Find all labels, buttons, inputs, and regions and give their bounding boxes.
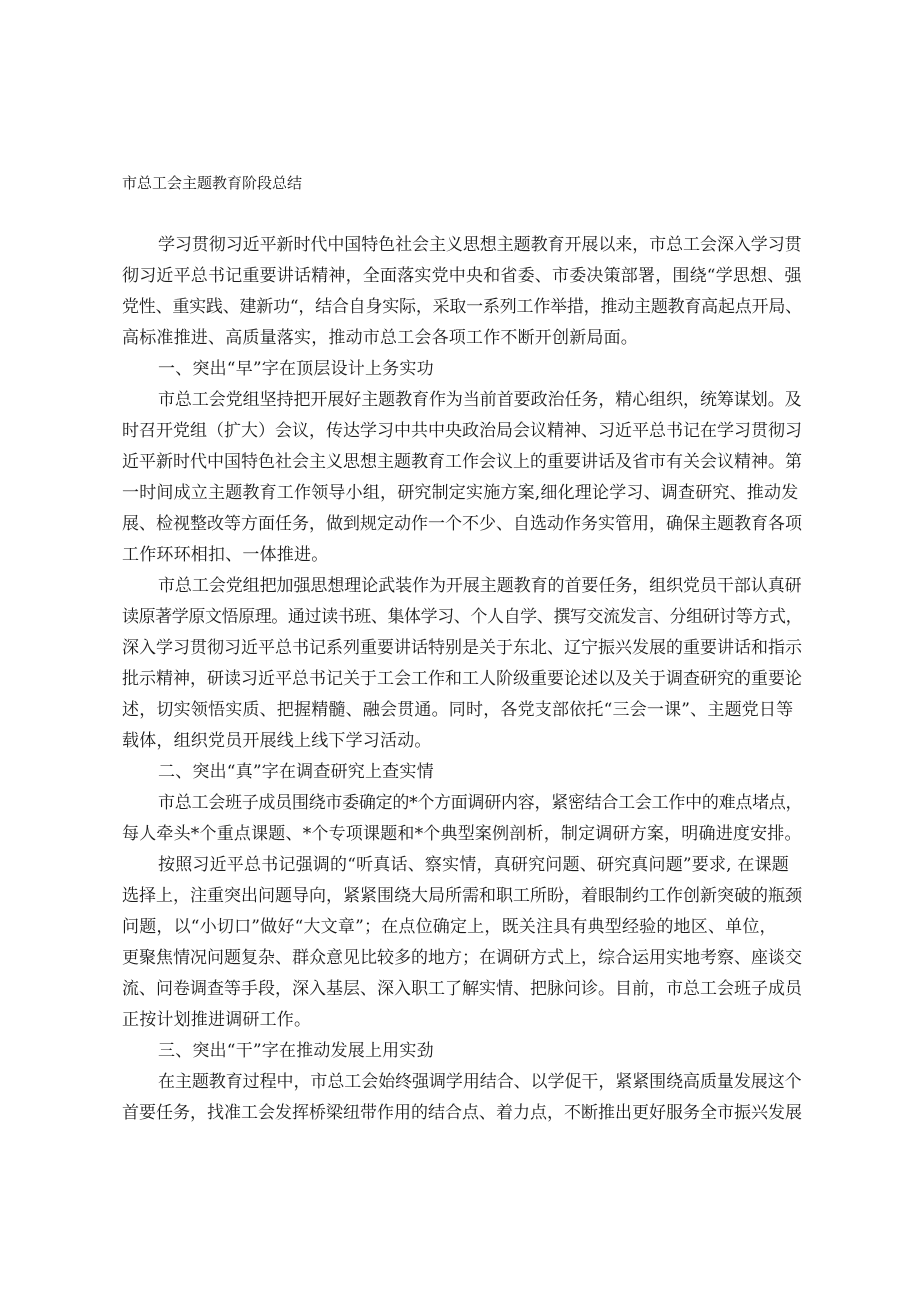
text-line: 读原著学原文悟原理。通过读书班、集体学习、个人自学、撰写交流发言、分组研讨等方式， <box>122 607 802 627</box>
text-line: 市总工会党组把加强思想理论武装作为开展主题教育的首要任务，组织党员干部认真研 <box>158 576 802 596</box>
text-line: 近平新时代中国特色社会主义思想主题教育工作会议上的重要讲话及省市有关会议精神。第 <box>122 452 802 472</box>
text-line: 一时间成立主题教育工作领导小组，研究制定实施方案,细化理论学习、调查研究、推动发 <box>122 483 799 503</box>
text-line: 二、突出“真”字在调查研究上查实情 <box>158 762 434 782</box>
text-line: 高标准推进、高质量落实，推动市总工会各项工作不断开创新局面。 <box>122 328 638 348</box>
text-line: 选择上，注重突出问题导向，紧紧围绕大局所需和职工所盼，着眼制约工作创新突破的瓶颈 <box>122 886 802 906</box>
text-line: 深入学习贯彻习近平总书记系列重要讲话特别是关于东北、辽宁振兴发展的重要讲话和指示 <box>122 638 802 658</box>
text-line: 彻习近平总书记重要讲话精神，全面落实党中央和省委、市委决策部署，围绕“学思想、强 <box>122 266 802 286</box>
text-line: 工作环环相扣、一体推进。 <box>122 545 329 565</box>
text-line: 更聚焦情况问题复杂、群众意见比较多的地方；在调研方式上，综合运用实地考察、座谈交 <box>122 948 802 968</box>
text-line: 一、突出“早”字在顶层设计上务实功 <box>158 359 434 379</box>
text-line: 正按计划推进调研工作。 <box>122 1010 312 1030</box>
text-line: 展、检视整改等方面任务，做到规定动作一个不少、自选动作务实管用，确保主题教育各项 <box>122 514 802 534</box>
text-line: 市总工会党组坚持把开展好主题教育作为当前首要政治任务，精心组织，统筹谋划。及 <box>158 390 802 410</box>
text-line: 时召开党组（扩大）会议，传达学习中共中央政治局会议精神、习近平总书记在学习贯彻习 <box>122 421 802 441</box>
document-title: 市总工会主题教育阶段总结 <box>122 174 303 192</box>
text-line: 载体，组织党员开展线上线下学习活动。 <box>122 731 432 751</box>
text-line: 在主题教育过程中，市总工会始终强调学用结合、以学促干，紧紧围绕高质量发展这个 <box>158 1072 802 1092</box>
text-line: 问题，以“小切口”做好“大文章”；在点位确定上，既关注具有典型经验的地区、单位， <box>122 917 777 937</box>
text-line: 每人牵头*个重点课题、*个专项课题和*个典型案例剖析，制定调研方案，明确进度安排。 <box>122 824 802 844</box>
text-line: 学习贯彻习近平新时代中国特色社会主义思想主题教育开展以来，市总工会深入学习贯 <box>158 235 802 255</box>
text-line: 首要任务，找准工会发挥桥梁纽带作用的结合点、着力点，不断推出更好服务全市振兴发展 <box>122 1103 802 1123</box>
text-line: 党性、重实践、建新功“，结合自身实际，采取一系列工作举措，推动主题教育高起点开局、 <box>122 297 802 317</box>
text-line: 按照习近平总书记强调的“听真话、察实情，真研究问题、研究真问题”要求, 在课题 <box>158 855 789 875</box>
text-line: 流、问卷调查等手段，深入基层、深入职工了解实情、把脉问诊。目前，市总工会班子成员 <box>122 979 802 999</box>
text-line: 三、突出“干”字在推动发展上用实劲 <box>158 1041 434 1061</box>
text-line: 市总工会班子成员围绕市委确定的*个方面调研内容，紧密结合工会工作中的难点堵点， <box>158 793 802 813</box>
text-line: 批示精神，研读习近平总书记关于工会工作和工人阶级重要论述以及关于调查研究的重要论 <box>122 669 802 689</box>
text-line: 述，切实领悟实质、把握精髓、融会贯通。同时，各党支部依托“三会一课”、主题党日等 <box>122 700 794 720</box>
document-body <box>122 230 802 1129</box>
